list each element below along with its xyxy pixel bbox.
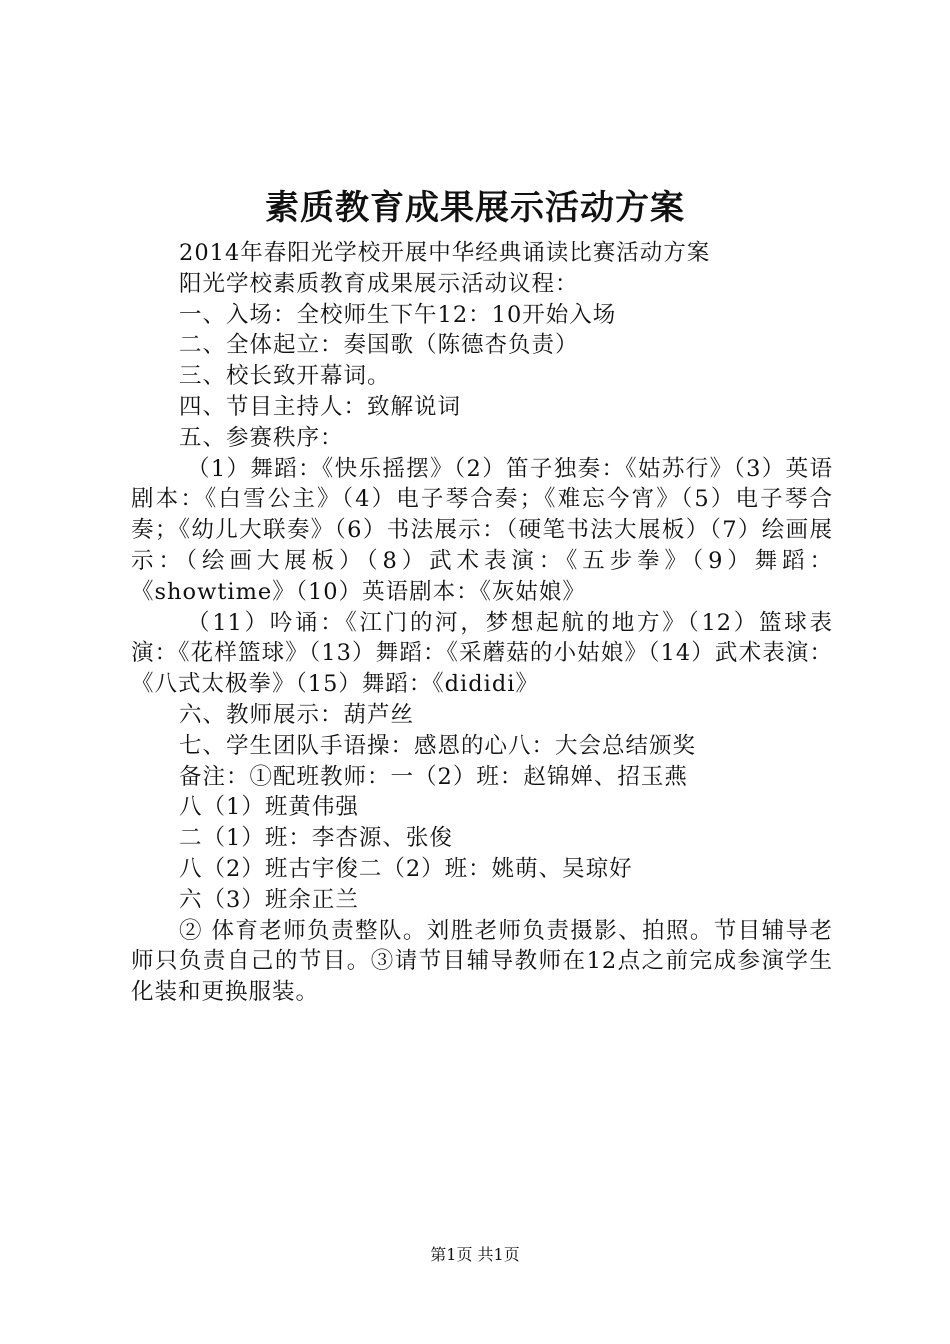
note-duties: ② 体育老师负责整队。刘胜老师负责摄影、拍照。节目辅导老师只负责自己的节目。③请节目辅导教师在12点之前完成参演学生化装和更换服装。	[131, 917, 833, 1006]
document-body	[131, 238, 833, 1008]
agenda-item-2: 二、全体起立：奏国歌（陈德杏负责）	[179, 332, 579, 359]
agenda-item-7: 七、学生团队手语操：感恩的心八：大会总结颁奖	[179, 732, 697, 759]
paragraph-intro: 2014年春阳光学校开展中华经典诵读比赛活动方案	[179, 240, 711, 266]
document-title: 素质教育成果展示活动方案	[265, 188, 685, 228]
note-class-2: 二（1）班：李杏源、张俊	[179, 825, 453, 852]
agenda-item-4: 四、节目主持人：致解说词	[179, 393, 462, 420]
note-class-4: 六（3）班余正兰	[179, 886, 359, 913]
program-list-part-1: （1）舞蹈：《快乐摇摆》（2）笛子独奏：《姑苏行》（3）英语剧本：《白雪公主》（4）电子琴合奏；《难忘今宵》（5）电子琴合奏；《幼儿大联奏》（6）书法展示：（硬笔书法大展板）（7）绘画展示：（绘画大展板）（8）武术表演：《五步拳》（9）舞蹈：《showtime》（10）英语剧本：《灰姑娘》	[131, 455, 833, 605]
note-teachers: 备注：①配班教师：一（2）班：赵锦婵、招玉燕	[179, 763, 688, 790]
page-footer: 第1页 共1页	[430, 1245, 520, 1264]
agenda-item-1: 一、入场：全校师生下午12：10开始入场	[179, 301, 617, 328]
agenda-item-6: 六、教师展示：葫芦丝	[179, 701, 415, 728]
program-list-part-2: （11）吟诵：《江门的河，梦想起航的地方》（12）篮球表演：《花样篮球》（13）舞蹈：《采蘑菇的小姑娘》（14）武术表演：《八式太极拳》（15）舞蹈：《dididi》	[131, 609, 833, 698]
paragraph-agenda-heading: 阳光学校素质教育成果展示活动议程：	[179, 270, 579, 297]
note-class-1: 八（1）班黄伟强	[179, 794, 359, 821]
agenda-item-5: 五、参赛秩序：	[179, 424, 344, 451]
note-class-3: 八（2）班古宇俊二（2）班：姚萌、吴琼好	[179, 855, 633, 882]
agenda-item-3: 三、校长致开幕词。	[179, 363, 391, 390]
